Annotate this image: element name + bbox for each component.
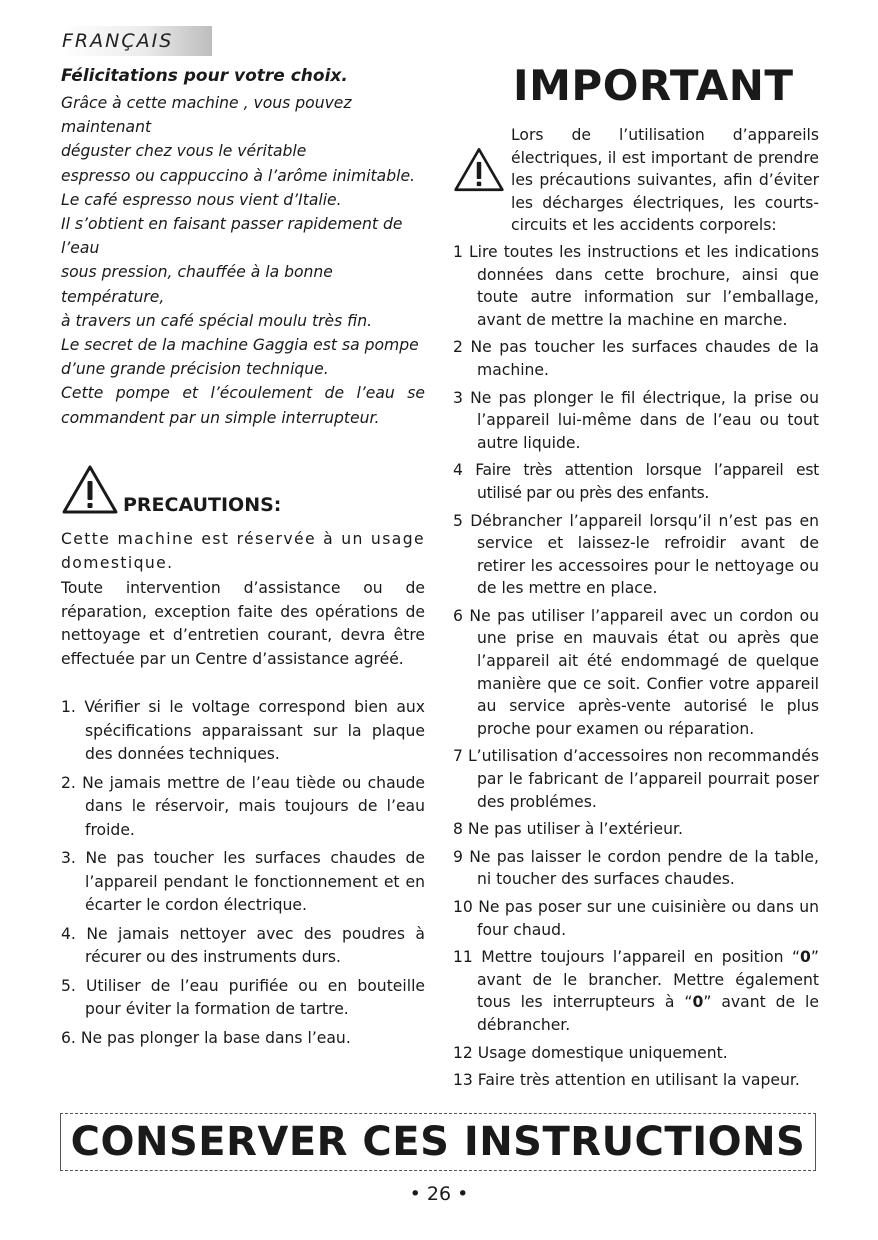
page-number: • 26 •: [409, 1183, 469, 1205]
list-item: 7 L’utilisation d’accessoires non recommandés par le fabricant de l’appareil pourrait poser des problémes.: [453, 747, 819, 811]
list-item: 6 Ne pas utiliser l’appareil avec un cordon ou une prise en mauvais état ou après que l’appareil ait été endommagé de quelque manière que ce soit. Confier votre appareil au service après-vente autorisé le plus proche pour examen ou réparation.: [453, 606, 819, 738]
precautions-heading: [61, 462, 425, 516]
intro-line: commandent par un simple interrupteur.: [61, 408, 380, 427]
intro-line: Grâce à cette machine , vous pouvez maintenant: [61, 94, 352, 137]
important-intro: [453, 124, 819, 237]
list-item: 4. Ne jamais nettoyer avec des poudres à récurer ou des instruments durs.: [61, 924, 425, 966]
intro-line: à travers un café spécial moulu très fin.: [61, 311, 373, 330]
warning-icon: [453, 146, 505, 194]
intro-line: Le café espresso nous vient d’Italie.: [61, 190, 342, 209]
warning-icon: [61, 464, 119, 516]
language-tab: FRANÇAIS: [60, 26, 212, 56]
intro-line: Il s’obtient en faisant passer rapidement de l’eau: [61, 215, 403, 258]
list-item: 4 Faire très attention lorsque l’appareil est utilisé par ou près des enfants.: [453, 461, 819, 502]
list-item: 5. Utiliser de l’eau purifiée ou en bouteille pour éviter la formation de tartre.: [61, 976, 425, 1018]
list-item: 2 Ne pas toucher les surfaces chaudes de la machine.: [453, 338, 819, 379]
list-item: 6. Ne pas plonger la base dans l’eau.: [61, 1028, 351, 1047]
list-item: 10 Ne pas poser sur une cuisinière ou dans un four chaud.: [453, 898, 819, 939]
intro-line: Le secret de la machine Gaggia est sa pompe: [61, 336, 419, 355]
footer-banner-title: CONSERVER CES INSTRUCTIONS: [70, 1119, 806, 1165]
intro-line: déguster chez vous le véritable: [61, 142, 307, 161]
intro-section: [61, 64, 425, 430]
list-item: 3. Ne pas toucher les surfaces chaudes de l’appareil pendant le fonctionnement et en écarter le cordon électrique.: [61, 849, 425, 914]
list-item: 1. Vérifier si le voltage correspond bien aux spécifications apparaissant sur la plaque des données techniques.: [61, 698, 425, 763]
intro-line: d’une grande précision technique.: [61, 360, 329, 379]
list-item: 5 Débrancher l’appareil lorsqu’il n’est pas en service et laissez-le refroidir avant de retirer les accessoires pour le nettoyage ou de les mettre en place.: [453, 511, 819, 598]
precautions-title: PRECAUTIONS:: [123, 494, 282, 516]
precautions-paragraph: Toute intervention d’assistance ou de réparation, exception faite des opérations de nettoyage et d’entretien courant, devra être effectuée par un Centre d’assistance agréé.: [61, 579, 425, 668]
important-intro-text: Lors de l’utilisation d’appareils électriques, il est important de prendre les précautions suivantes, afin d’éviter les décharges électriques, les courts-circuits et les accidents corporels:: [511, 126, 819, 235]
list-item: 1 Lire toutes les instructions et les indications données dans cette brochure, ainsi que toute autre information sur l’emballage, avant de mettre la machine en marche.: [453, 242, 819, 329]
precautions-section: [61, 462, 425, 1055]
list-item: 13 Faire très attention en utilisant la vapeur.: [453, 1071, 800, 1090]
list-item: 11 Mettre toujours l’appareil en position “0” avant de le brancher. Mettre également tous les interrupteurs à “0” avant de le débrancher.: [453, 948, 819, 1034]
intro-heading: Félicitations pour votre choix.: [61, 66, 348, 86]
intro-line: espresso ou cappuccino à l’arôme inimitable.: [61, 166, 415, 185]
list-item: 2. Ne jamais mettre de l’eau tiède ou chaude dans le réservoir, mais toujours de l’eau froide.: [61, 773, 425, 839]
important-section: [453, 62, 819, 1097]
list-item: 9 Ne pas laisser le cordon pendre de la table, ni toucher des surfaces chaudes.: [453, 847, 819, 889]
intro-line: Cette pompe et l’écoulement de l’eau se: [61, 384, 425, 403]
precautions-list: [61, 696, 425, 1050]
precautions-paragraph: Cette machine est réservée à un usage domestique.: [61, 530, 425, 572]
list-item: 12 Usage domestique uniquement.: [453, 1043, 728, 1062]
important-title: IMPORTANT: [513, 61, 794, 110]
list-item: 8 Ne pas utiliser à l’extérieur.: [453, 820, 683, 839]
list-item: 3 Ne pas plonger le fil électrique, la prise ou l’appareil lui-même dans de l’eau ou tout autre liquide.: [453, 388, 819, 452]
intro-line: sous pression, chauffée à la bonne température,: [61, 263, 333, 306]
footer-banner: [60, 1113, 816, 1171]
